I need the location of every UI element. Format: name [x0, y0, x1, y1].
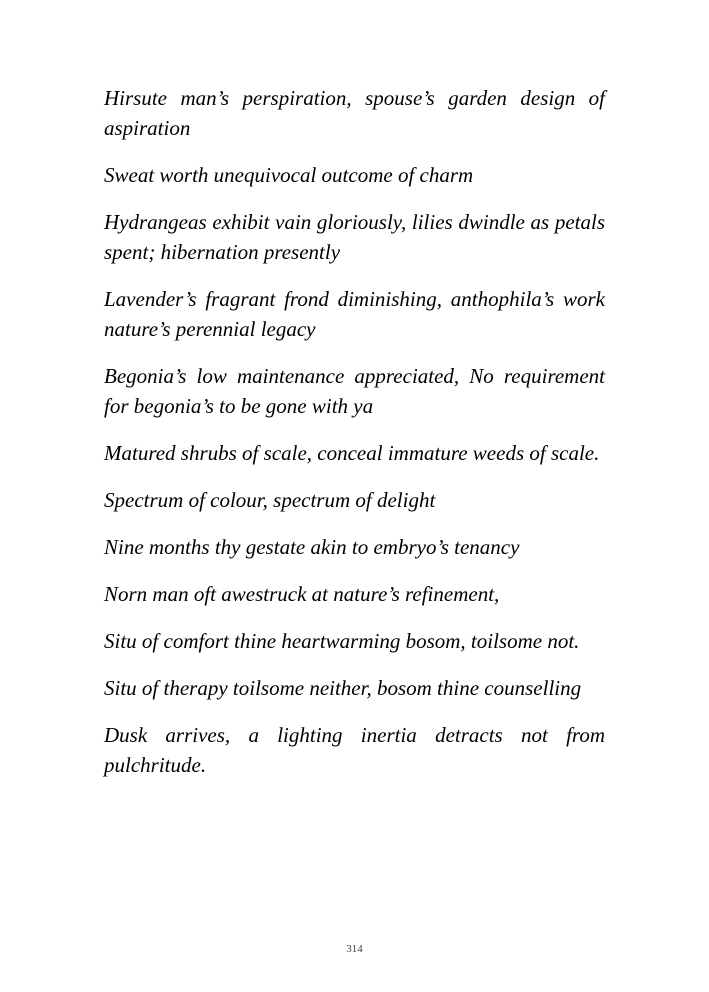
page-number: 314 [346, 943, 363, 955]
poem-line: Lavender’s fragrant frond diminishing, anthophila’s work nature’s perennial legacy [104, 287, 605, 341]
poem-line: Norn man oft awestruck at nature’s refinement, [104, 582, 500, 606]
poem-line: Situ of comfort thine heartwarming bosom, toilsome not. [104, 629, 580, 653]
poem-line: Dusk arrives, a lighting inertia detracts not from pulchritude. [104, 723, 605, 777]
poem-line: Sweat worth unequivocal outcome of charm [104, 163, 474, 187]
poem-line: Hirsute man’s perspiration, spouse’s garden design of aspiration [104, 86, 605, 140]
poem-body [104, 83, 605, 797]
poem-line: Begonia’s low maintenance appreciated, No requirement for begonia’s to be gone with ya [104, 364, 605, 418]
poem-line: Nine months thy gestate akin to embryo’s tenancy [104, 535, 520, 559]
poem-line: Spectrum of colour, spectrum of delight [104, 488, 436, 512]
poem-line: Situ of therapy toilsome neither, bosom thine counselling [104, 676, 582, 700]
poem-line: Hydrangeas exhibit vain gloriously, lilies dwindle as petals spent; hibernation presently [104, 210, 605, 264]
poem-line: Matured shrubs of scale, conceal immature weeds of scale. [104, 441, 600, 465]
